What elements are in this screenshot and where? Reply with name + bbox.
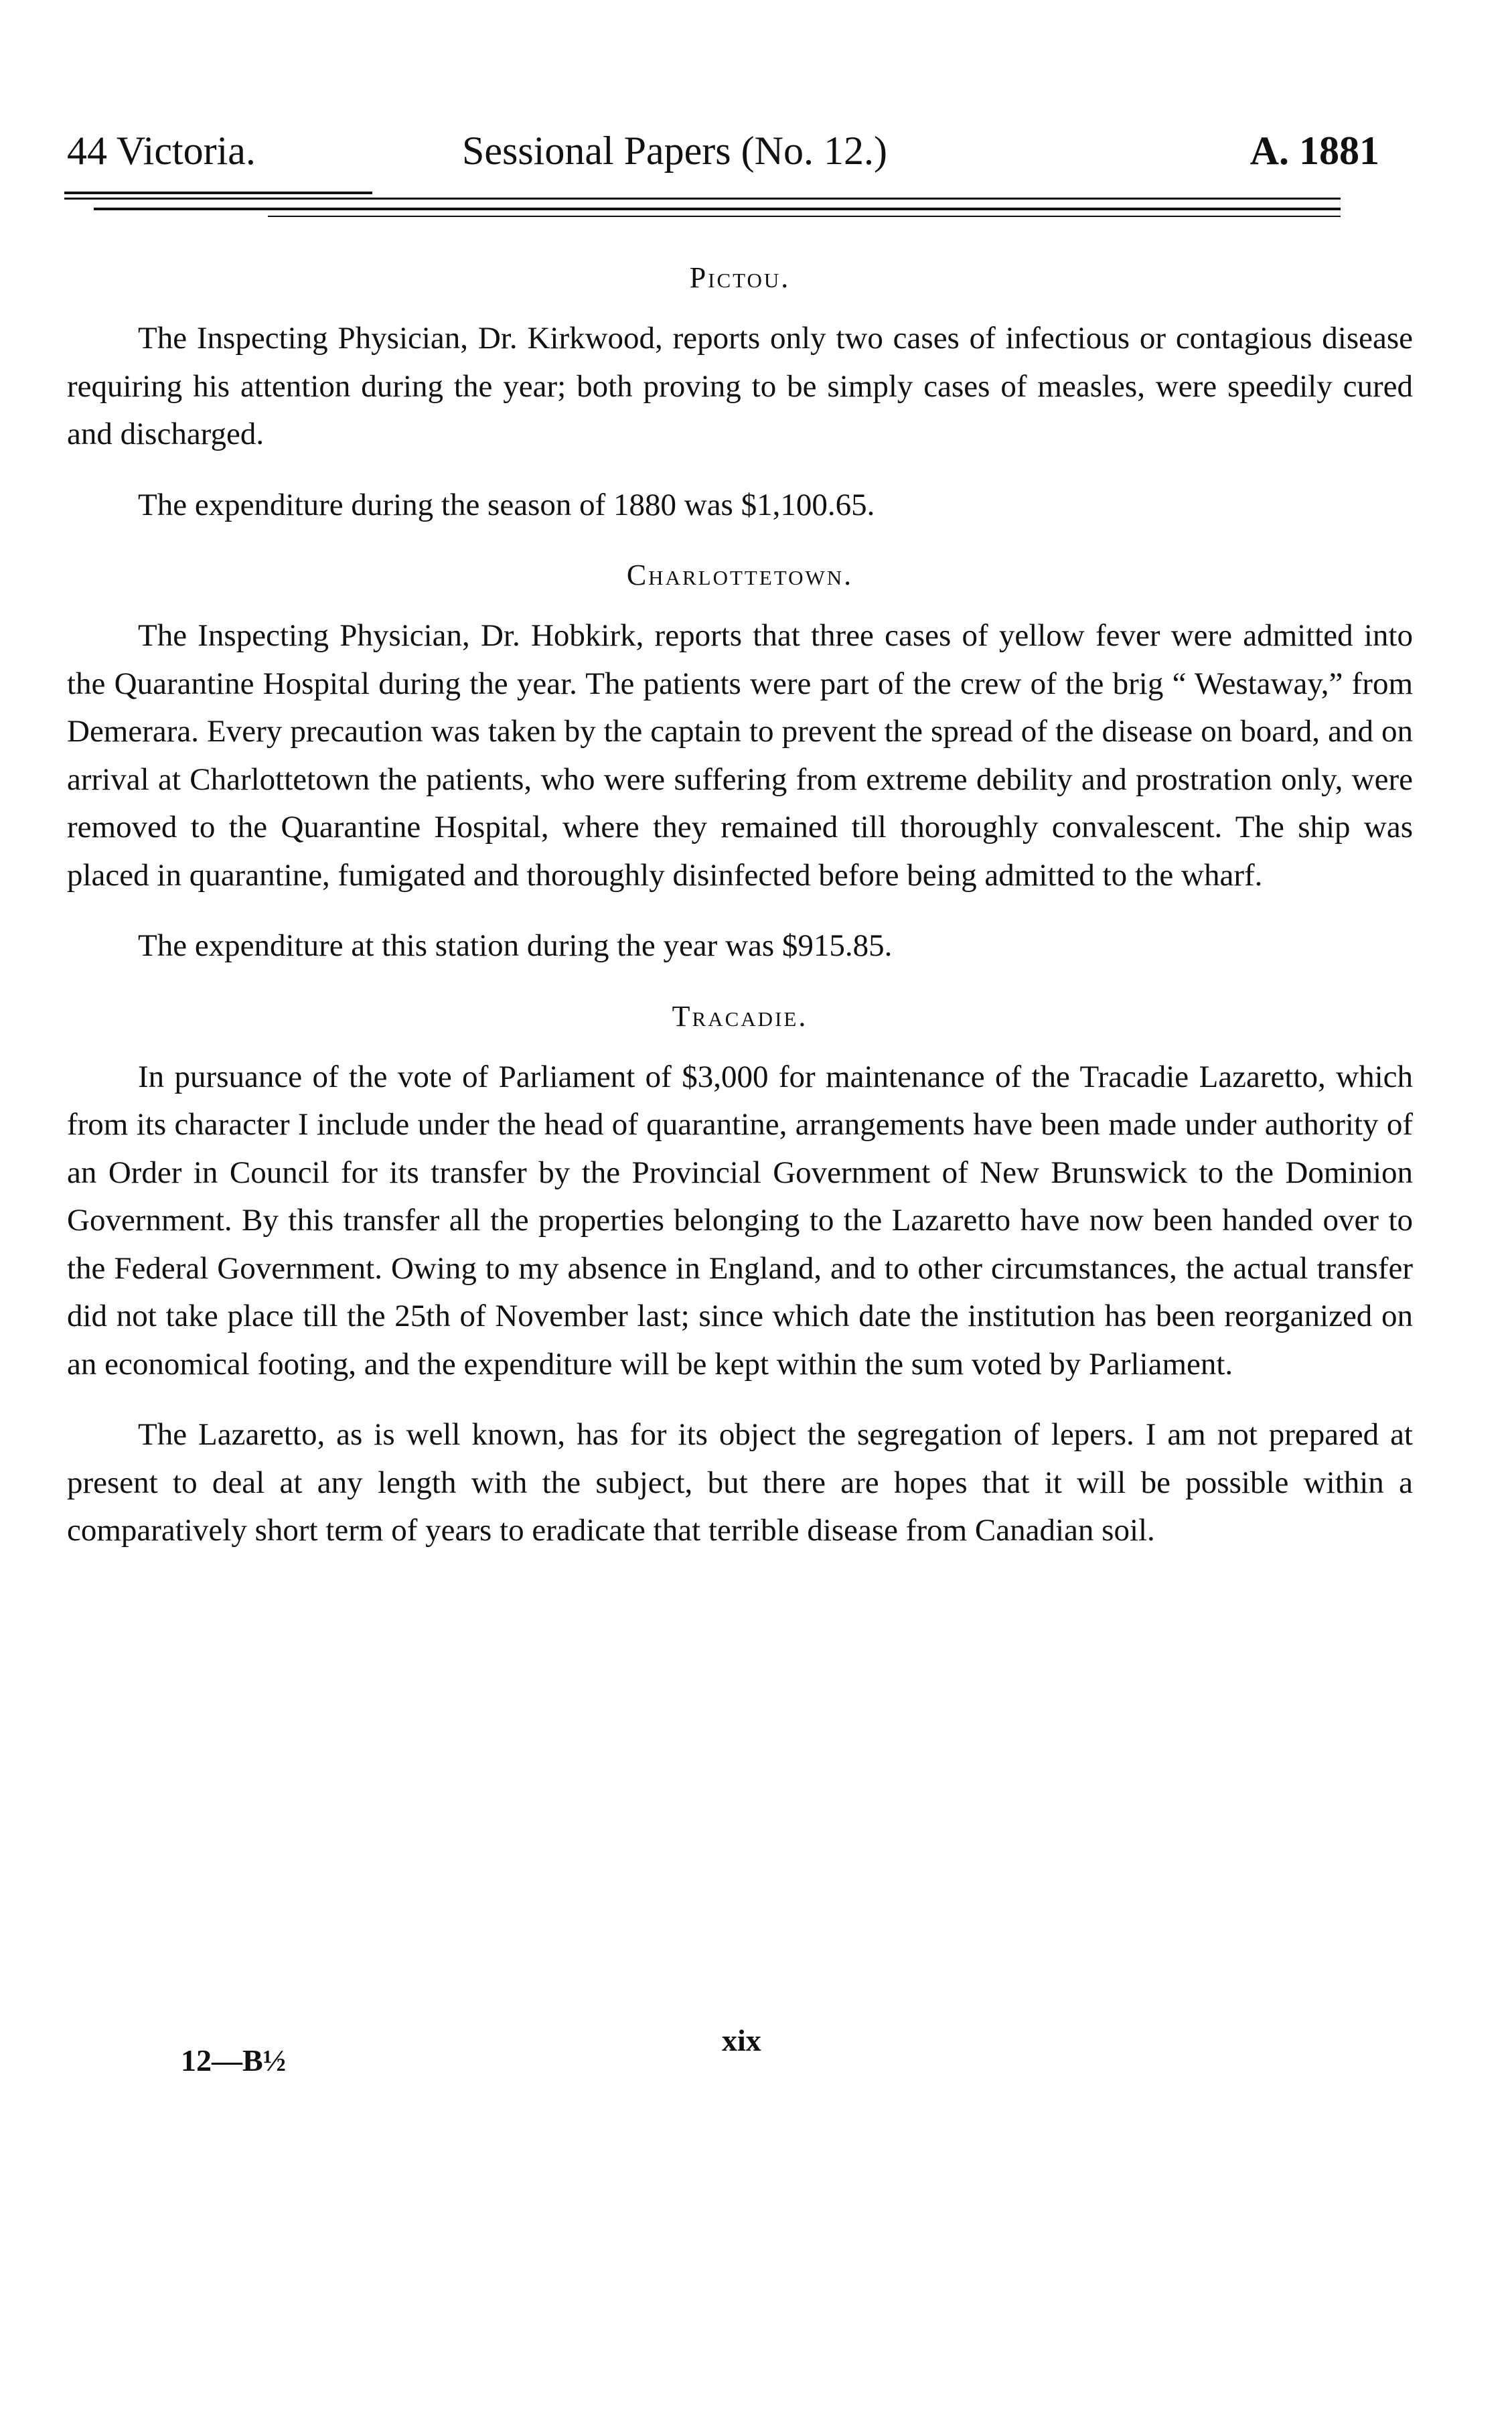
paragraph: In pursuance of the vote of Parliament of $3,000 for maintenance of the Tracadie Lazaretto, which from its character I include under the head of quarantine, arrangements have been made under authority of an Order in Council for its transfer by the Provincial Government of New Brunswick to the Dominion Government. By this transfer all the properties belonging to the Lazaretto have now been handed over to the Federal Government. Owing to my absence in England, and to other circumstances, the actual transfer did not take place till the 25th of November last; since which date the institution has been reorganized on an economical footing, and the expenditure will be kept within the sum voted by Parliament.: [67, 1059, 1413, 1382]
section-heading: Tracadie.: [672, 999, 808, 1033]
page-header: [67, 114, 1379, 188]
section-pictou: [67, 254, 1413, 529]
paragraph: The expenditure during the season of 1880 was $1,100.65.: [138, 487, 875, 522]
section-charlottetown: [67, 552, 1413, 970]
section-heading: Charlottetown.: [626, 559, 854, 591]
paragraph: The expenditure at this station during the year was $915.85.: [138, 928, 893, 963]
signature-mark: 12—B½: [181, 2043, 287, 2077]
paragraph: The Inspecting Physician, Dr. Hobkirk, reports that three cases of yellow fever were admitted into the Quarantine Hospital during the year. The patients were part of the crew of the brig “ Westaway,” from Demerara. Every precaution was taken by the captain to prevent the spread of the disease on board, and on arrival at Charlottetown the patients, who were suffering from extreme debility and prostration only, were removed to the Quarantine Hospital, where they remained till thoroughly convalescent. The ship was placed in quarantine, fumigated and thoroughly disinfected before being admitted to the wharf.: [67, 618, 1413, 893]
section-heading: Pictou.: [689, 261, 791, 294]
header-year: A. 1881: [1250, 129, 1379, 173]
section-tracadie: [67, 993, 1413, 1555]
page-number: xix: [722, 2023, 761, 2057]
paragraph: The Inspecting Physician, Dr. Kirkwood, reports only two cases of infectious or contagious disease requiring his attention during the year; both proving to be simply cases of measles, were speedily cured and discharged.: [67, 321, 1413, 451]
header-rule: [268, 216, 1341, 217]
header-rule: [94, 208, 1341, 210]
header-session: 44 Victoria.: [67, 129, 256, 173]
header-rule: [64, 192, 372, 194]
header-title: Sessional Papers (No. 12.): [462, 129, 887, 173]
paragraph: The Lazaretto, as is well known, has for its object the segregation of lepers. I am not prepared at present to deal at any length with the subject, but there are hopes that it will be possible within a comparatively short term of years to eradicate that terrible disease from Canadian soil.: [67, 1417, 1413, 1548]
document-body: [67, 254, 1413, 1578]
header-rule: [64, 198, 1341, 200]
